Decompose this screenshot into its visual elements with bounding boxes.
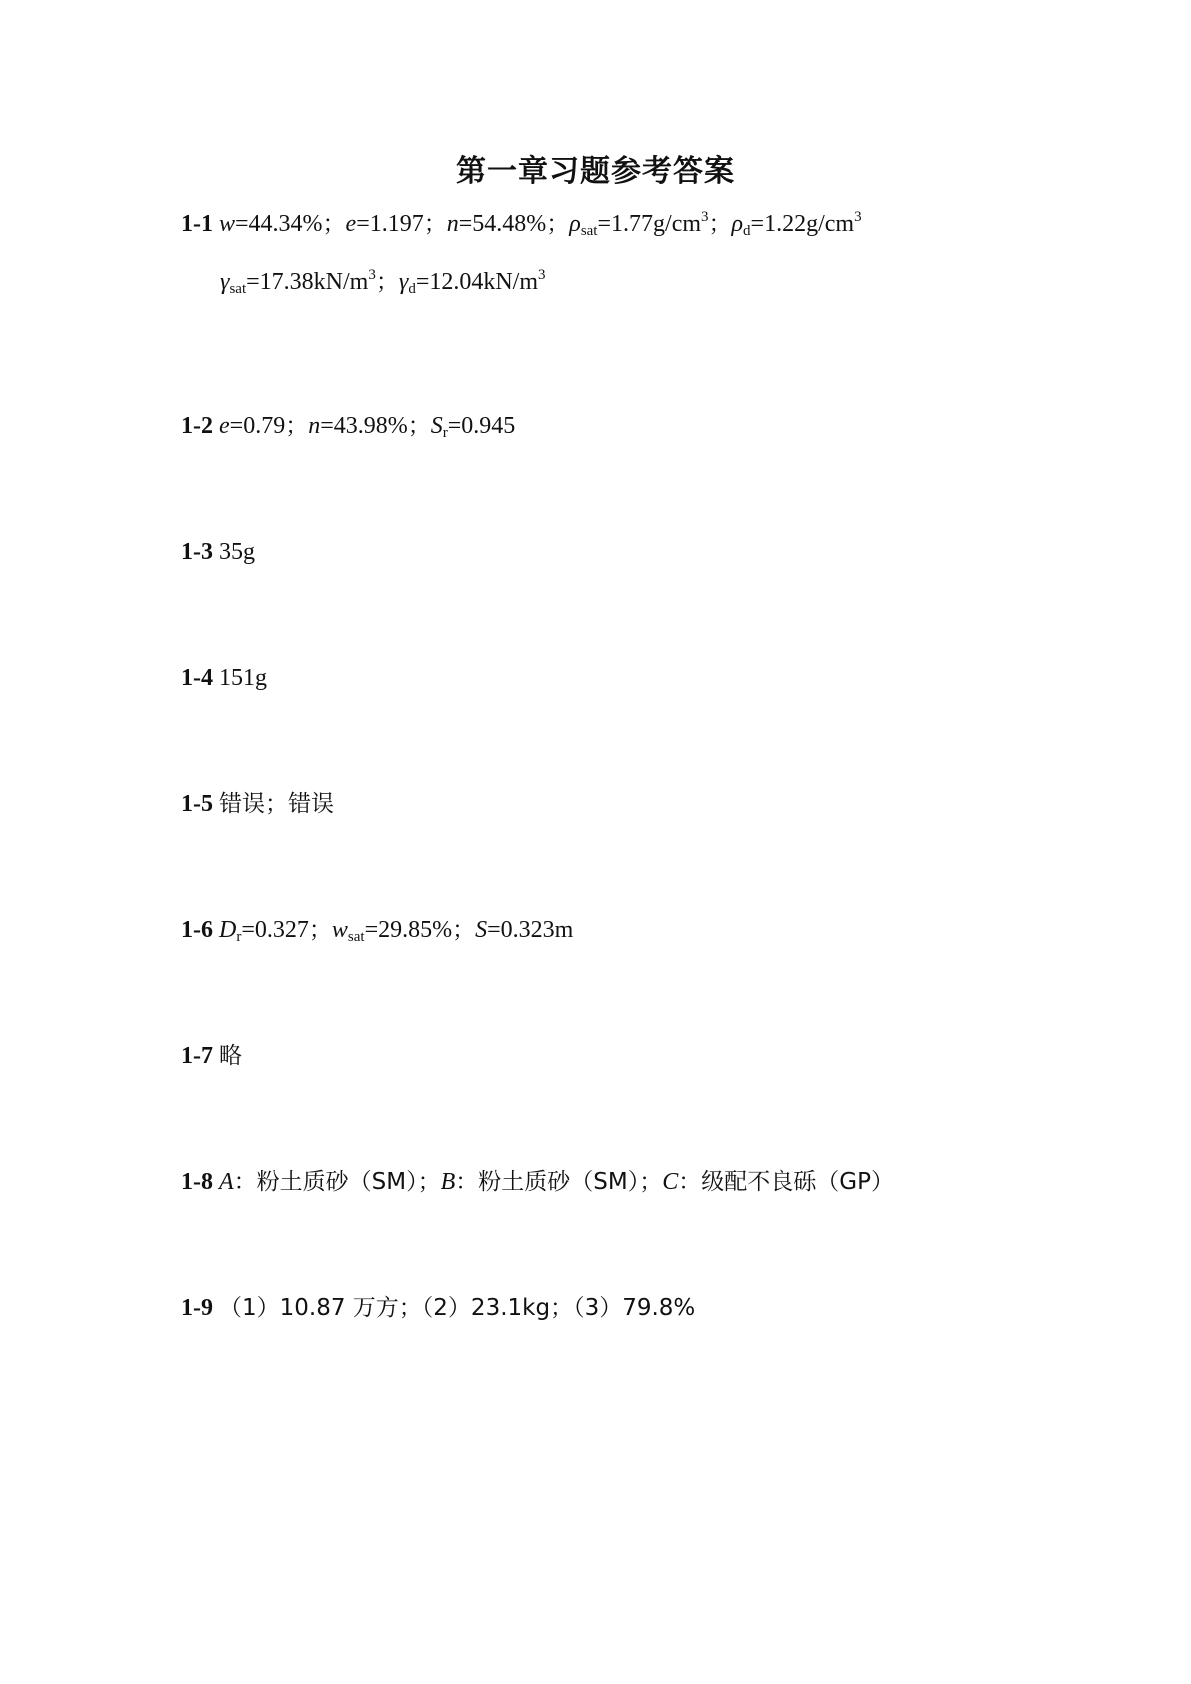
symbol-S: S <box>475 917 488 943</box>
answer-number: 1-3 <box>181 539 213 565</box>
subscript-r: r <box>236 929 242 945</box>
separator: ； <box>375 269 399 295</box>
symbol-rho: ρ <box>569 211 581 237</box>
symbol-w: w <box>331 917 348 943</box>
subscript-sat: sat <box>229 281 247 297</box>
value-rho-sat: =1.77g/cm <box>597 211 702 237</box>
value-gamma-sat: =17.38kN/m <box>246 269 369 295</box>
subscript-r: r <box>442 425 448 441</box>
subscript-d: d <box>408 281 416 297</box>
answer-number: 1-9 <box>181 1295 213 1321</box>
symbol-n: n <box>308 413 321 439</box>
soil-label-A: A <box>219 1169 234 1195</box>
value-w-sat: =29.85% <box>364 917 453 943</box>
page-title: 第一章习题参考答案 <box>456 154 735 189</box>
value-e: =0.79 <box>229 413 286 439</box>
answer-number: 1-8 <box>181 1169 213 1195</box>
value-rho-d: =1.22g/cm <box>750 211 855 237</box>
soil-label-B: B <box>440 1169 456 1195</box>
answer-part-2: （2）23.1kg； <box>421 1295 574 1321</box>
answer-1-3 <box>181 536 255 568</box>
soil-class-A: ：粉土质砂（SM）； <box>233 1169 441 1195</box>
answer-1-8 <box>181 1166 894 1198</box>
symbol-D: D <box>219 917 237 943</box>
answer-number: 1-2 <box>181 413 213 439</box>
subscript-sat: sat <box>347 929 365 945</box>
superscript-3: 3 <box>701 209 709 225</box>
answer-number: 1-4 <box>181 665 213 691</box>
answer-number: 1-7 <box>181 1043 213 1069</box>
value-Dr: =0.327 <box>241 917 309 943</box>
value-gamma-d: =12.04kN/m <box>415 269 539 295</box>
subscript-d: d <box>743 223 751 239</box>
symbol-S: S <box>430 413 443 439</box>
symbol-w: w <box>219 211 236 237</box>
symbol-e: e <box>345 211 357 237</box>
separator: ； <box>546 211 570 237</box>
symbol-e: e <box>219 413 230 439</box>
answer-text: 略 <box>219 1043 242 1069</box>
answer-number: 1-5 <box>181 791 213 817</box>
answer-text: 151g <box>219 665 267 691</box>
answer-1-5 <box>181 788 334 820</box>
subscript-sat: sat <box>580 223 598 239</box>
symbol-gamma: γ <box>220 269 230 295</box>
answer-1-6 <box>181 914 573 946</box>
answer-text: 错误；错误 <box>219 791 334 817</box>
answer-part-3: （3）79.8% <box>573 1295 696 1321</box>
symbol-n: n <box>446 211 459 237</box>
answer-text: 35g <box>219 539 255 565</box>
soil-class-B: ：粉土质砂（SM）； <box>455 1169 663 1195</box>
value-n: =54.48% <box>458 211 547 237</box>
soil-class-C: ：级配不良砾（GP） <box>678 1169 894 1195</box>
value-e: =1.197 <box>356 211 424 237</box>
superscript-3: 3 <box>854 209 862 225</box>
separator: ； <box>285 413 309 439</box>
answer-1-2 <box>181 410 515 442</box>
value-n: =43.98% <box>320 413 408 439</box>
answer-number: 1-1 <box>181 211 213 237</box>
separator: ； <box>322 211 346 237</box>
separator: ； <box>708 211 732 237</box>
symbol-gamma: γ <box>398 269 409 295</box>
answer-1-9 <box>181 1292 695 1324</box>
value-w: =44.34% <box>235 211 323 237</box>
separator: ； <box>407 413 431 439</box>
soil-label-C: C <box>662 1169 679 1195</box>
answer-number: 1-6 <box>181 917 213 943</box>
answer-1-1 <box>181 208 862 240</box>
superscript-3: 3 <box>538 267 546 283</box>
answer-1-4 <box>181 662 267 694</box>
separator: ； <box>308 917 332 943</box>
answer-1-1-continued <box>220 266 546 298</box>
superscript-3: 3 <box>368 267 376 283</box>
separator: ； <box>452 917 476 943</box>
separator: ； <box>423 211 447 237</box>
value-S: =0.323m <box>487 917 574 943</box>
answer-1-7 <box>181 1040 242 1072</box>
symbol-rho: ρ <box>731 211 744 237</box>
value-Sr: =0.945 <box>447 413 516 439</box>
answer-part-1: （1）10.87 万方； <box>219 1295 422 1321</box>
